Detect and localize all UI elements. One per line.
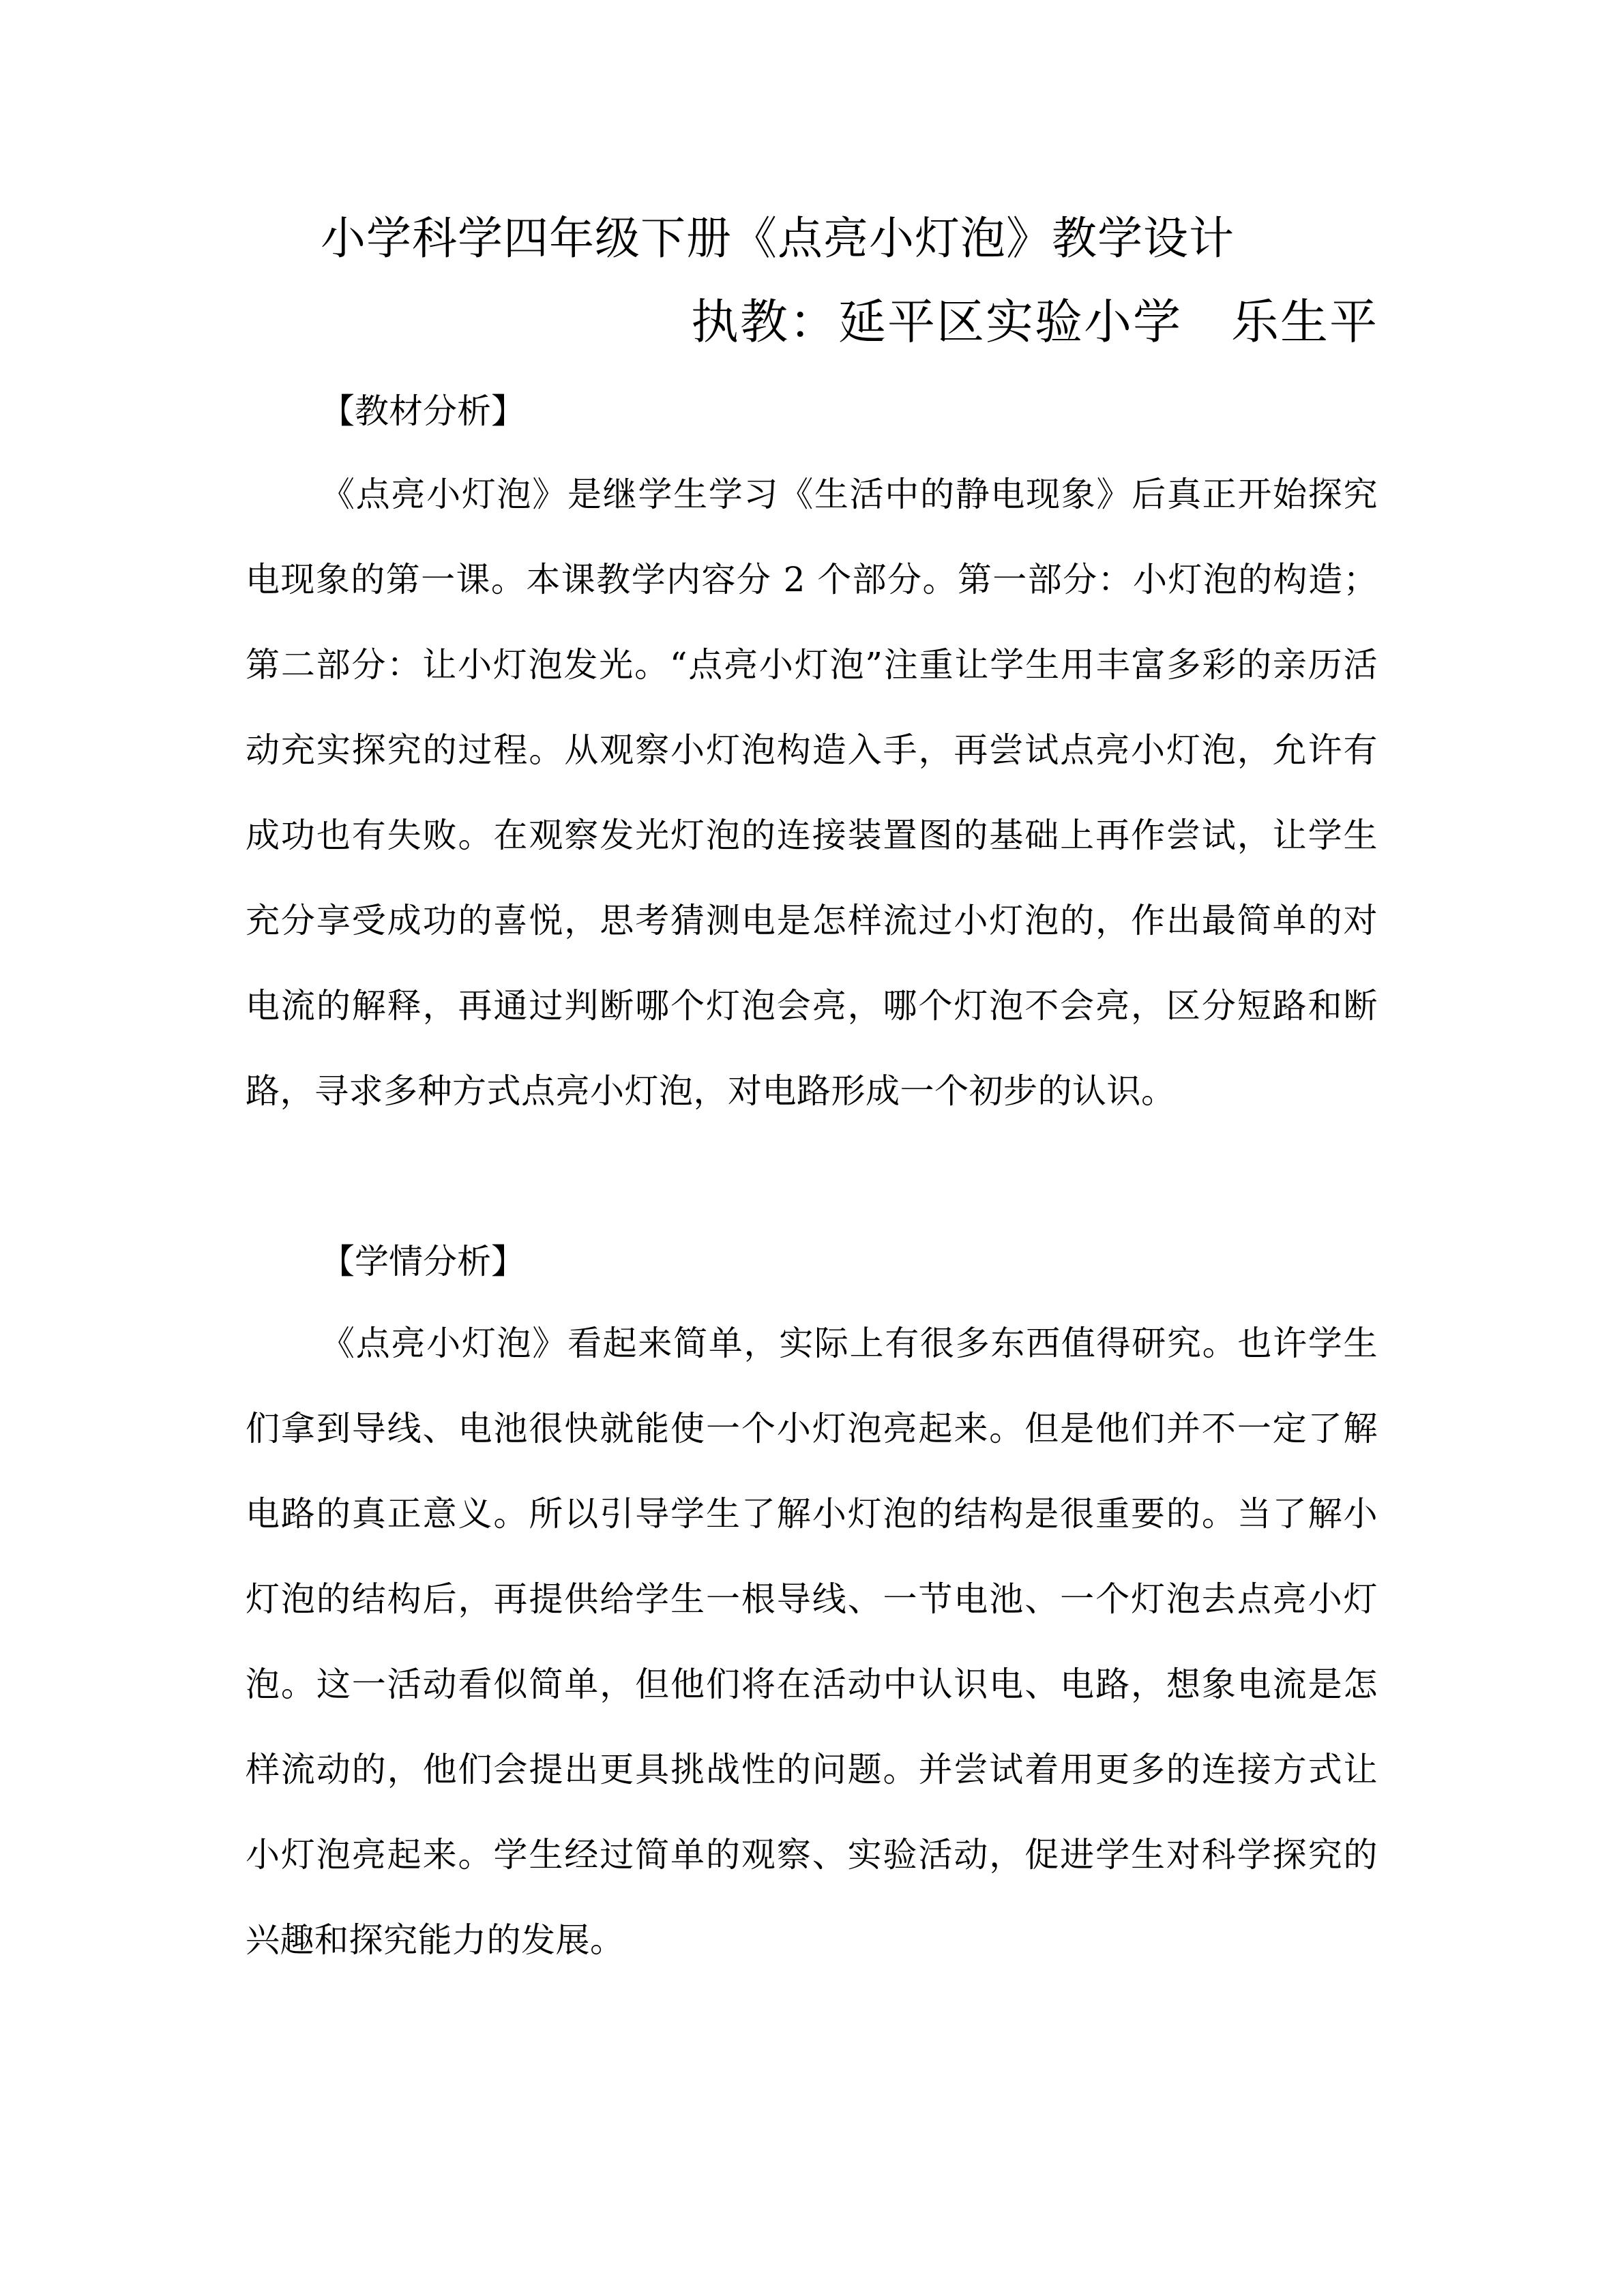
- section-body-textbook-analysis: 《点亮小灯泡》是继学生学习《生活中的静电现象》后真正开始探究电现象的第一课。本课教学内容分 2 个部分。第一部分：小灯泡的构造；第二部分：让小灯泡发光。“点亮小灯泡”注重让学生用丰富多彩的亲历活动充实探究的过程。从观察小灯泡构造入手，再尝试点亮小灯泡，允许有成功也有失败。在观察发光灯泡的连接装置图的基础上再作尝试，让学生充分享受成功的喜悦，思考猜测电是怎样流过小灯泡的，作出最简单的对电流的解释，再通过判断哪个灯泡会亮，哪个灯泡不会亮，区分短路和断路，寻求多种方式点亮小灯泡，对电路形成一个初步的认识。: [246, 475, 1378, 1111]
- section-body-student-analysis: 《点亮小灯泡》看起来简单，实际上有很多东西值得研究。也许学生们拿到导线、电池很快就能使一个小灯泡亮起来。但是他们并不一定了解电路的真正意义。所以引导学生了解小灯泡的结构是很重要的。当了解小灯泡的结构后，再提供给学生一根导线、一节电池、一个灯泡去点亮小灯泡。这一活动看似简单，但他们将在活动中认识电、电路，想象电流是怎样流动的，他们会提出更具挑战性的问题。并尝试着用更多的连接方式让小灯泡亮起来。学生经过简单的观察、实验活动，促进学生对科学探究的兴趣和探究能力的发展。: [246, 1324, 1378, 1960]
- section-heading-textbook-analysis: 【教材分析】: [321, 391, 525, 431]
- author-line: 执教：延平区实验小学 乐生平: [691, 294, 1378, 350]
- section-heading-student-analysis: 【学情分析】: [321, 1242, 525, 1281]
- document-title: 小学科学四年级下册《点亮小灯泡》教学设计: [321, 212, 1235, 265]
